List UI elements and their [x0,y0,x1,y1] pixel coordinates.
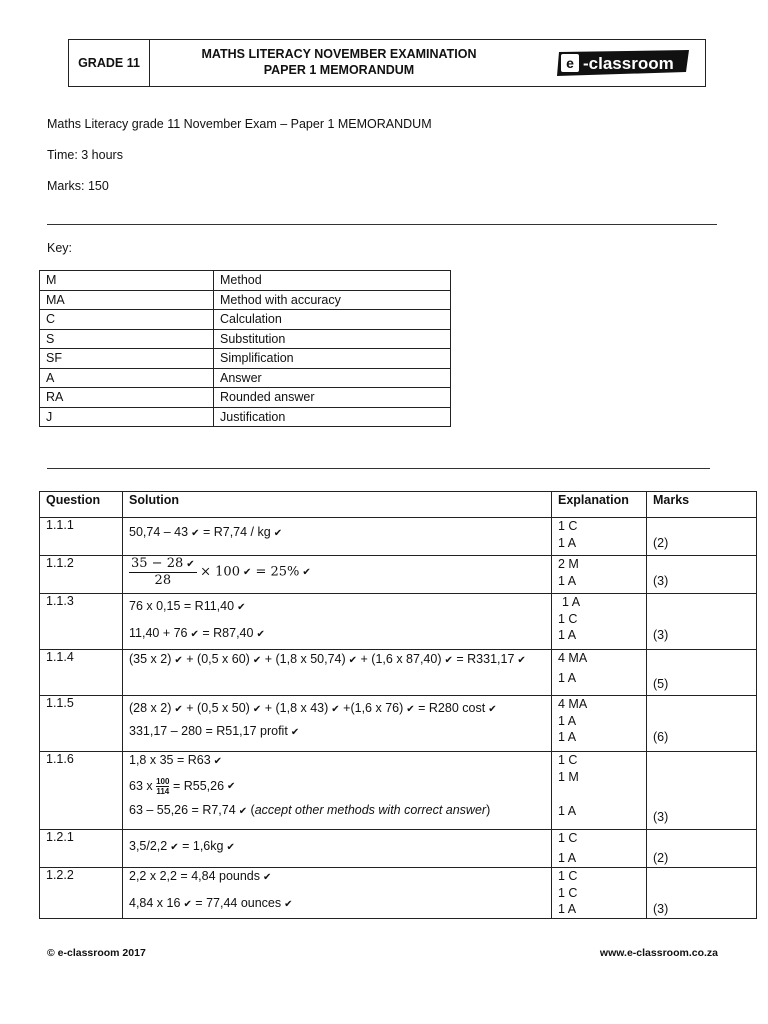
key-row: J Justification [40,407,451,427]
header-box [68,39,706,87]
table-row: 1.1.2 $\frac{35 - 28 ✔}{28}$ × 100 ✔ = 25% ✔ 2 M 1 A (3) [40,556,757,594]
tick-mark: ✔ [174,655,183,666]
footer-copyright: © e-classroom 2017 [47,947,146,959]
table-row: 1.2.2 2,2 x 2,2 = 4,84 pounds ✔ 4,84 x 16 ✔ = 77,44 ounces ✔ 1 C 1 C 1 A (3) [40,868,757,919]
tick-mark: ✔ [488,704,497,715]
tick-mark: ✔ [263,872,272,883]
exam-title: MATHS LITERACY NOVEMBER EXAMINATION PAPER 1 MEMORANDUM [201,47,477,77]
key-label: Key: [47,241,73,255]
tick-mark: ✔ [290,726,300,738]
footer-url: www.e-classroom.co.za [599,947,718,959]
tick-mark: ✔ [302,567,311,579]
tick-mark: ✔ [348,655,358,666]
tick-mark: ✔ [191,528,200,539]
table-row: 1.1.1 50,74 – 43 ✔ = R7,74 / kg ✔ 1 C 1 A (2) [40,518,757,556]
tick-mark: ✔ [242,567,252,579]
key-row: A Answer [40,368,451,388]
tick-mark: ✔ [517,655,526,666]
e-classroom-logo [553,48,693,78]
tick-mark: ✔ [256,628,265,640]
key-table [39,270,451,427]
table-row: 1.1.4 (35 x 2) ✔ + (0,5 x 60) ✔ + (1,8 x 50,74) ✔ + (1,6 x 87,40) ✔ = R331,17 ✔ 4 MA 1 A (5) [40,650,757,696]
tick-mark: ✔ [331,704,340,715]
tick-mark: ✔ [273,528,283,539]
tick-mark: ✔ [213,756,223,767]
key-row: C Calculation [40,310,451,330]
memo-table [39,491,757,919]
tick-mark: ✔ [174,704,183,715]
key-row: SF Simplification [40,349,451,369]
memo-title: Maths Literacy grade 11 November Exam – Paper 1 MEMORANDUM [47,117,432,131]
svg-text:e: e [566,55,574,71]
table-row: 1.2.1 3,5/2,2 ✔ = 1,6kg ✔ 1 C 1 A (2) [40,830,757,868]
key-row: RA Rounded answer [40,388,451,408]
table-row: 1.1.6 1,8 x 35 = R63 ✔ 63 x $\frac{100}{114}$ = R55,26 ✔ 63 – 55,26 = R7,74 ✔ (accept other methods with correct answer) 1 C 1 M 1 A (3) [40,752,757,830]
tick-mark: ✔ [170,842,179,853]
tick-mark: ✔ [227,781,236,793]
tick-mark: ✔ [190,628,199,640]
svg-text:-classroom: -classroom [583,54,674,73]
key-row: S Substitution [40,329,451,349]
fraction: $\frac{35 - 28 ✔}{28}$ [131,556,195,588]
marks-text: Marks: 150 [47,179,109,193]
fraction: $\frac{100}{114}$ [156,776,170,796]
table-row: 1.1.3 76 x 0,15 = R11,40 ✔ 11,40 + 76 ✔ = R87,40 ✔ 1 A 1 C 1 A (3) [40,594,757,650]
divider [47,468,710,469]
divider [47,224,717,225]
tick-mark: ✔ [252,704,262,715]
key-row: MA Method with accuracy [40,290,451,310]
tick-mark: ✔ [284,898,293,910]
tick-mark: ✔ [186,559,195,570]
tick-mark: ✔ [252,655,262,666]
key-row: M Method [40,271,451,291]
tick-mark: ✔ [183,898,192,910]
table-header-row: Question Solution Explanation Marks [40,492,757,518]
tick-mark: ✔ [226,842,235,853]
tick-mark: ✔ [238,805,248,817]
grade-label: GRADE 11 [69,40,150,86]
tick-mark: ✔ [237,602,246,613]
tick-mark: ✔ [444,655,453,666]
table-row: 1.1.5 (28 x 2) ✔ + (0,5 x 50) ✔ + (1,8 x 43) ✔ +(1,6 x 76) ✔ = R280 cost ✔ 331,17 – 280 = R51,17 profit ✔ 4 MA 1 A 1 A (6) [40,696,757,752]
time-text: Time: 3 hours [47,148,123,162]
tick-mark: ✔ [406,704,415,715]
